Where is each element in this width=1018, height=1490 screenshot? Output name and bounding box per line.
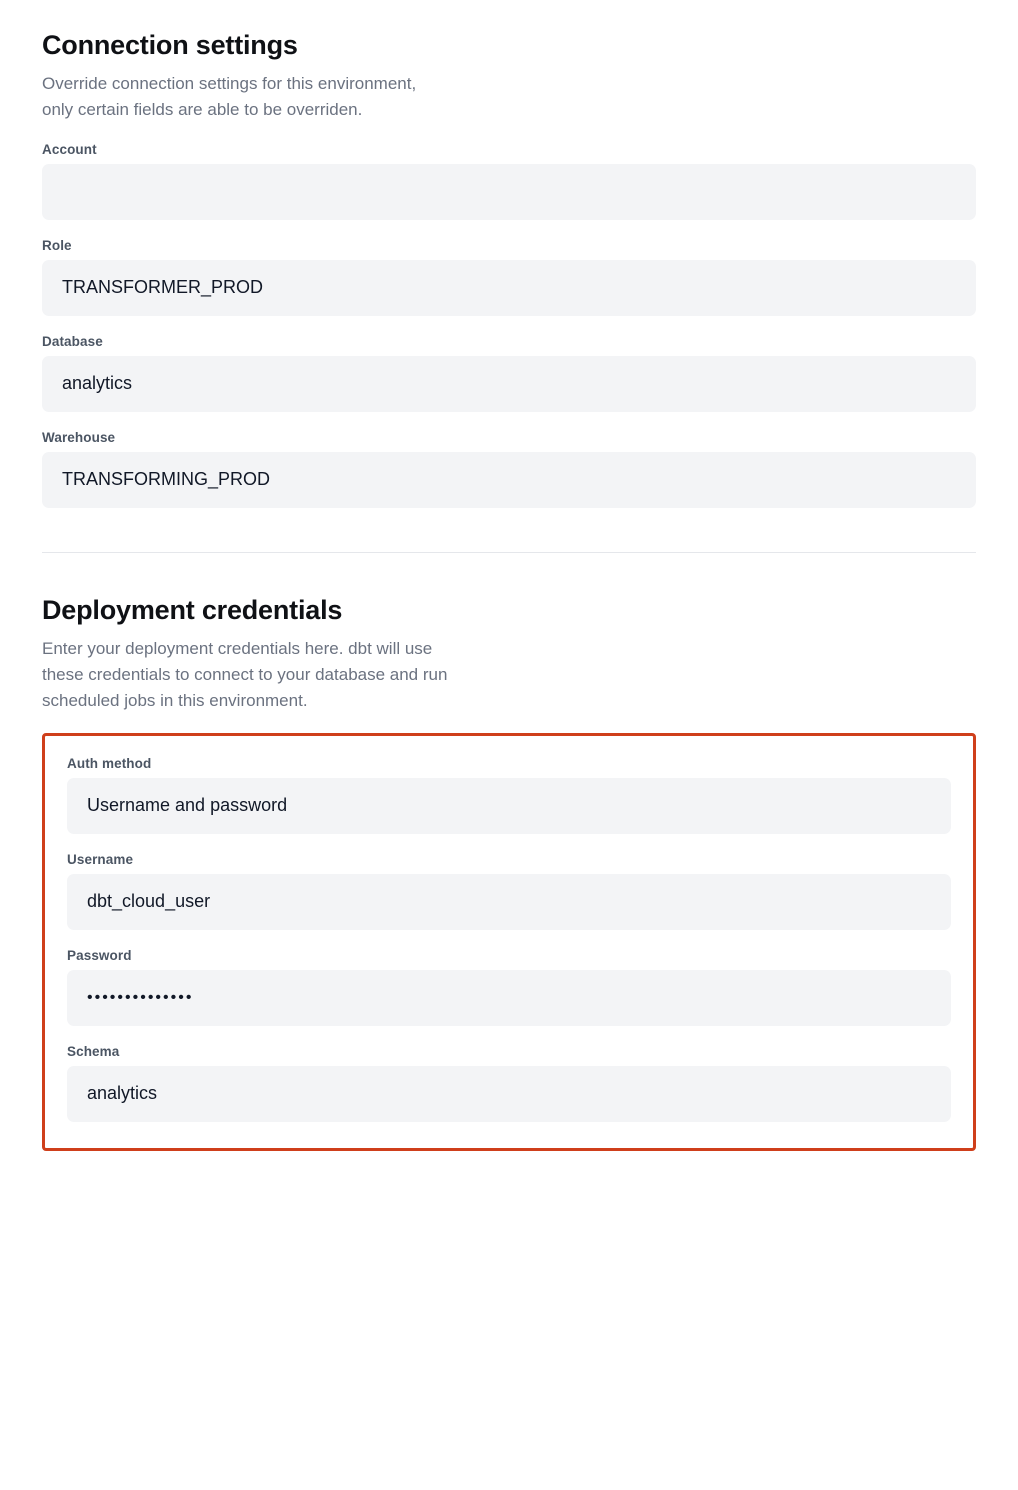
field-role-input[interactable]: TRANSFORMER_PROD — [42, 260, 976, 316]
field-schema-label: Schema — [67, 1043, 120, 1059]
field-warehouse-input[interactable]: TRANSFORMING_PROD — [42, 452, 976, 508]
connection-settings-description-line1: Override connection settings for this environment, — [42, 74, 417, 93]
field-account — [42, 142, 976, 220]
field-account-label: Account — [42, 141, 97, 157]
section-divider — [42, 552, 976, 553]
field-account-input[interactable] — [42, 164, 976, 220]
field-auth-method-label: Auth method — [67, 755, 152, 771]
field-password — [67, 948, 951, 1026]
field-role-label: Role — [42, 237, 72, 253]
field-warehouse — [42, 430, 976, 508]
field-username-label: Username — [67, 851, 134, 867]
connection-settings-section — [42, 0, 976, 508]
connection-settings-description-line2: only certain fields are able to be overriden. — [42, 100, 363, 120]
deployment-credentials-description-line3: scheduled jobs in this environment. — [42, 691, 308, 711]
field-auth-method-select[interactable]: Username and password — [67, 778, 951, 834]
field-username-input[interactable]: dbt_cloud_user — [67, 874, 951, 930]
field-schema-input[interactable]: analytics — [67, 1066, 951, 1122]
field-database — [42, 334, 976, 412]
field-password-input[interactable]: •••••••••••••• — [67, 970, 951, 1026]
field-role — [42, 238, 976, 316]
deployment-credentials-description-line1: Enter your deployment credentials here. dbt will use — [42, 638, 433, 658]
field-schema — [67, 1044, 951, 1122]
deployment-credentials-description-line2: these credentials to connect to your database and run — [42, 665, 448, 685]
deployment-credentials-highlight — [42, 733, 976, 1151]
field-password-label: Password — [67, 947, 132, 963]
field-database-label: Database — [42, 333, 103, 349]
deployment-credentials-title: Deployment credentials — [42, 594, 343, 625]
field-username — [67, 852, 951, 930]
field-auth-method — [67, 756, 951, 834]
field-database-input[interactable]: analytics — [42, 356, 976, 412]
connection-settings-title: Connection settings — [42, 30, 298, 60]
deployment-credentials-section — [42, 595, 976, 1151]
connection-settings-description — [42, 71, 602, 124]
field-warehouse-label: Warehouse — [42, 429, 116, 445]
deployment-credentials-description — [42, 636, 602, 715]
